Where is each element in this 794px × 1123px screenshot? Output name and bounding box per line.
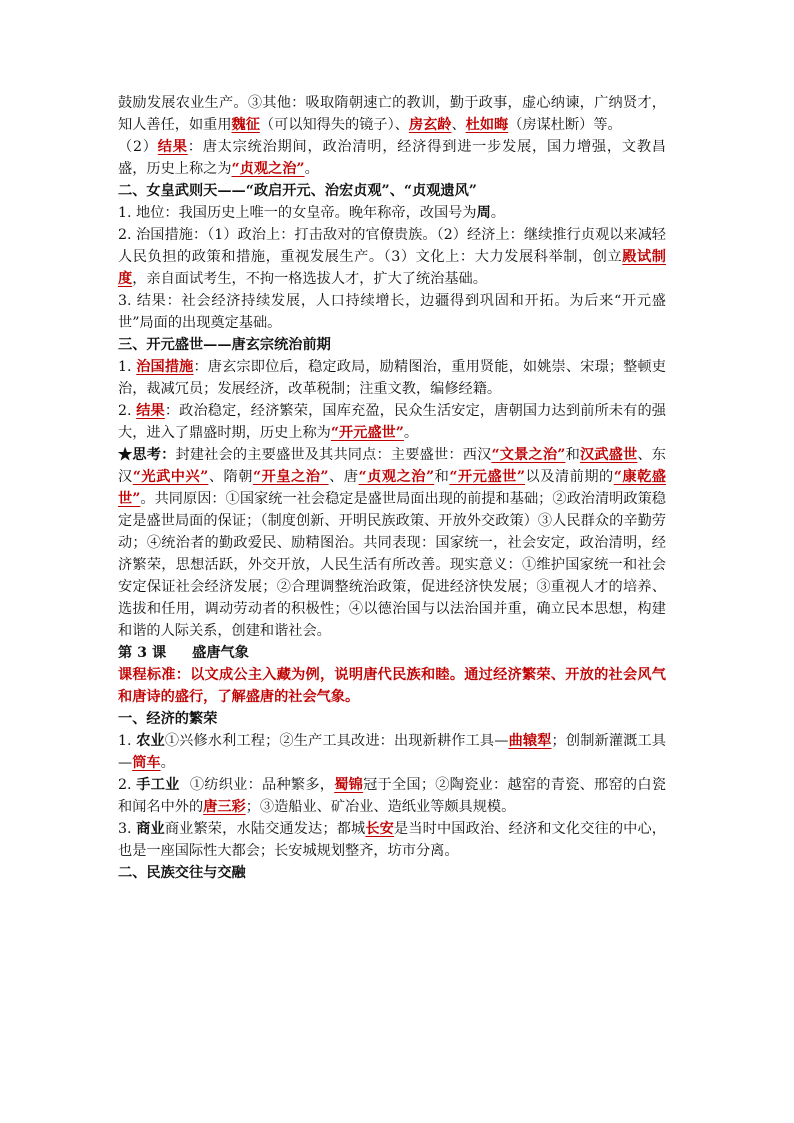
highlight-tongche: 筒车 <box>132 755 161 771</box>
highlight-zhou: 周 <box>476 205 491 221</box>
highlight-changan: 长安 <box>365 821 395 837</box>
highlight-shujin: 蜀锦 <box>334 777 364 793</box>
highlight-quyuanli: 曲辕犁 <box>508 733 552 749</box>
curriculum-standard: 课程标准：以文成公主入藏为例，说明唐代民族和睦。通过经济繁荣、开放的社会风气和唐诗的盛行，了解盛唐的社会气象。 <box>118 667 666 705</box>
paragraph-commerce: 3. 商业商业繁荣，水陆交通发达；都城长安是当时中国政治、经济和文化交往的中心，也是一座国际性大都会；长安城规划整齐，坊市分离。 <box>118 821 666 859</box>
paragraph-handicraft: 2. 手工业 ①纺织业：品种繁多，蜀锦冠于全国；②陶瓷业：越窑的青瓷、邢窑的白瓷和闻名中外的唐三彩；③造船业、矿冶业、造纸业等颇具规模。 <box>118 777 666 815</box>
paragraph-wu-result: 3. 结果：社会经济持续发展，人口持续增长，边疆得到巩固和开拓。为后来“开元盛世”局面的出现奠定基础。 <box>118 293 666 331</box>
section-heading-economy: 一、经济的繁荣 <box>118 711 218 727</box>
label-commerce: 商业 <box>136 821 165 837</box>
highlight-palace-exam: 殿试制度 <box>118 249 666 287</box>
highlight-fang-xuanling: 房玄龄 <box>408 117 452 133</box>
paragraph-kaiyuan-measures: 1. 治国措施：唐玄宗即位后，稳定政局，励精图治，重用贤能，如姚崇、宋璟；整顿吏治，裁减冗员；发展经济，改革税制；注重文教，编修经籍。 <box>118 359 666 397</box>
highlight-du-ruhui: 杜如晦 <box>465 117 509 133</box>
highlight-kaiyuan: “开元盛世” <box>449 469 526 485</box>
label-agriculture: 农业 <box>136 733 165 749</box>
highlight-guangwu: “光武中兴” <box>132 469 209 485</box>
highlight-zhenguan: “贞观之治” <box>358 469 435 485</box>
highlight-kangqian: “康乾盛世” <box>118 469 666 507</box>
lesson-title: 盛唐气象 <box>192 645 249 661</box>
lesson-heading <box>118 642 666 664</box>
highlight-zhenguan: “贞观之治” <box>231 161 305 177</box>
label-result: 结果 <box>157 139 188 155</box>
section-heading-wu-zetian: 二、女皇武则天——“政启开元、治宏贞观”、“贞观遗风” <box>118 183 477 199</box>
paragraph-wu-status: 1. 地位：我国历史上唯一的女皇帝。晚年称帝，改国号为周。 <box>118 205 505 221</box>
label-handicraft: 手工业 <box>136 777 180 793</box>
label-governance-measures: 治国措施 <box>136 359 194 375</box>
paragraph-agriculture: 1. 农业①兴修水利工程；②生产工具改进：出现新耕作工具—曲辕犁；创制新灌溉工具—筒车。 <box>118 733 666 771</box>
highlight-wenjing: “文景之治” <box>491 447 566 463</box>
paragraph-zhenguan-result: （2）结果：唐太宗统治期间，政治清明，经济得到进一步发展，国力增强，文教昌盛，历史上称之为“贞观之治”。 <box>118 139 666 177</box>
paragraph-think-prosperity: ★思考：封建社会的主要盛世及其共同点：主要盛世：西汉“文景之治”和汉武盛世、东汉“光武中兴”、隋朝“开皇之治”、唐“贞观之治”和“开元盛世”以及清前期的“康乾盛世”。共同原因：①国家统一社会稳定是盛世局面出现的前提和基础；②政治清明政策稳定是盛世局面的保证；（制度创新、开明民族政策、开放外交政策）③人民群众的辛勤劳动；④统治者的勤政爱民、励精图治。共同表现：国家统一，社会安定，政治清明，经济繁荣，思想活跃，外交开放，人民生活有所改善。现实意义：①维护国家统一和社会安定保证社会经济发展；②合理调整统治政策，促进经济快发展；③重视人才的培养、选拔和任用，调动劳动者的积极性；④以德治国与以法治国并重，确立民本思想，构建和谐的人际关系，创建和谐社会。 <box>118 447 666 639</box>
highlight-kaiyuan: “开元盛世” <box>330 425 404 441</box>
highlight-wei-zheng: 魏征 <box>231 117 260 133</box>
highlight-tangsancai: 唐三彩 <box>203 799 246 815</box>
lesson-number: 第 3 课 <box>118 645 167 661</box>
label-result: 结果 <box>136 403 165 419</box>
paragraph-wu-measures: 2. 治国措施：（1）政治上：打击敌对的官僚贵族。（2）经济上：继续推行贞观以来减轻人民负担的政策和措施，重视发展生产。（3）文化上：大力发展科举制，创立殿试制度，亲自面试考生，不拘一格选拔人才，扩大了统治基础。 <box>118 227 666 287</box>
document-page <box>118 92 666 884</box>
paragraph-kaiyuan-result: 2. 结果：政治稳定，经济繁荣，国库充盈，民众生活安定，唐朝国力达到前所未有的强大，进入了鼎盛时期，历史上称为“开元盛世”。 <box>118 403 666 441</box>
section-heading-ethnic: 二、民族交往与交融 <box>118 865 246 881</box>
section-heading-kaiyuan: 三、开元盛世——唐玄宗统治前期 <box>118 337 331 353</box>
highlight-hanwu: 汉武盛世 <box>579 447 638 463</box>
think-star-label: ★思考： <box>118 447 176 463</box>
highlight-kaihuang: “开皇之治” <box>252 469 329 485</box>
paragraph-taizong-measures: 鼓励发展农业生产。③其他：吸取隋朝速亡的教训，勤于政事，虚心纳谏，广纳贤才，知人善任，如重用魏征（可以知得失的镜子）、房玄龄、杜如晦（房谋杜断）等。 <box>118 95 666 133</box>
